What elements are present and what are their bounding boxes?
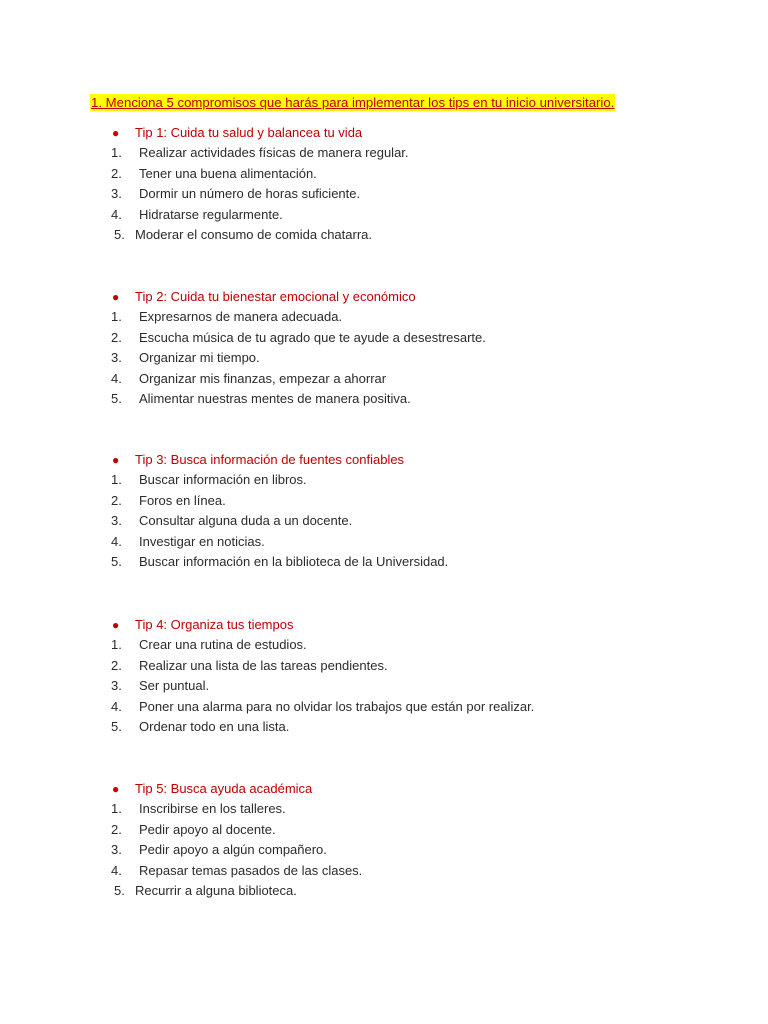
bullet-icon: ● (112, 290, 120, 304)
list-item (0, 328, 768, 349)
item-number: 4. (111, 370, 122, 386)
list-item (0, 656, 768, 677)
item-text: Recurrir a alguna biblioteca. (135, 883, 297, 899)
item-text: Ordenar todo en una lista. (139, 719, 290, 735)
list-item (0, 389, 768, 410)
list-item (0, 717, 768, 738)
item-number: 3. (111, 842, 122, 858)
tip-title-row (0, 450, 768, 470)
list-item (0, 552, 768, 573)
list-item (0, 840, 768, 861)
item-text: Buscar información en libros. (139, 472, 307, 487)
tip-section-4 (0, 615, 768, 738)
tip-title: Tip 2: Cuida tu bienestar emocional y económico (135, 289, 416, 304)
list-item (0, 225, 768, 246)
item-text: Inscribirse en los talleres. (139, 801, 286, 816)
item-number: 4. (111, 862, 122, 878)
list-item (0, 820, 768, 841)
item-text: Consultar alguna duda a un docente. (139, 513, 353, 529)
list-item (0, 307, 768, 328)
item-text: Crear una rutina de estudios. (139, 637, 307, 652)
item-number: 1. (111, 145, 122, 160)
tip-section-3 (0, 450, 768, 573)
item-text: Foros en línea. (139, 492, 226, 508)
commitment-list (0, 470, 768, 573)
item-number: 4. (111, 533, 122, 549)
item-number: 1. (111, 472, 122, 487)
item-text: Expresarnos de manera adecuada. (139, 309, 343, 324)
tip-title-row (0, 779, 768, 799)
item-number: 5. (111, 719, 122, 735)
item-text: Pedir apoyo a algún compañero. (139, 842, 327, 858)
list-item (0, 511, 768, 532)
item-text: Poner una alarma para no olvidar los trabajos que están por realizar. (139, 698, 535, 714)
list-item (0, 143, 768, 164)
list-item (0, 491, 768, 512)
item-number: 5. (114, 883, 125, 899)
list-item (0, 881, 768, 902)
item-text: Realizar actividades físicas de manera regular. (139, 145, 409, 160)
item-number: 5. (111, 554, 122, 570)
tip-title-row (0, 123, 768, 143)
item-text: Pedir apoyo al docente. (139, 821, 276, 837)
item-number: 2. (111, 165, 122, 181)
item-number: 4. (111, 698, 122, 714)
item-number: 3. (111, 513, 122, 529)
item-text: Alimentar nuestras mentes de manera positiva. (139, 391, 411, 407)
item-number: 2. (111, 657, 122, 673)
list-item (0, 532, 768, 553)
tip-section-5 (0, 779, 768, 902)
item-number: 2. (111, 492, 122, 508)
item-number: 3. (111, 350, 122, 366)
tip-section-2 (0, 287, 768, 410)
commitment-list (0, 307, 768, 410)
item-number: 1. (111, 309, 122, 324)
commitment-list (0, 143, 768, 246)
item-number: 2. (111, 821, 122, 837)
list-item (0, 470, 768, 491)
item-text: Hidratarse regularmente. (139, 206, 283, 222)
question-heading: 1. Menciona 5 compromisos que harás para implementar los tips en tu inicio universitario. (91, 95, 615, 110)
tip-title: Tip 3: Busca información de fuentes confiables (135, 452, 405, 467)
item-number: 3. (111, 186, 122, 202)
item-text: Investigar en noticias. (139, 533, 265, 549)
item-text: Buscar información en la biblioteca de la Universidad. (139, 554, 449, 570)
bullet-icon: ● (112, 618, 120, 632)
list-item (0, 635, 768, 656)
item-text: Moderar el consumo de comida chatarra. (135, 227, 373, 243)
list-item (0, 676, 768, 697)
item-text: Repasar temas pasados de las clases. (139, 862, 363, 878)
bullet-icon: ● (112, 126, 120, 140)
item-number: 5. (114, 227, 125, 243)
tip-title: Tip 1: Cuida tu salud y balancea tu vida (135, 125, 363, 140)
item-number: 1. (111, 637, 122, 652)
bullet-icon: ● (112, 782, 120, 796)
item-text: Escucha música de tu agrado que te ayude a desestresarte. (139, 329, 486, 345)
list-item (0, 348, 768, 369)
item-number: 5. (111, 391, 122, 407)
item-text: Dormir un número de horas suficiente. (139, 186, 361, 202)
commitment-list (0, 635, 768, 738)
item-text: Organizar mis finanzas, empezar a ahorrar (139, 370, 387, 386)
item-number: 3. (111, 678, 122, 694)
list-item (0, 184, 768, 205)
item-text: Tener una buena alimentación. (139, 165, 317, 181)
tip-title: Tip 5: Busca ayuda académica (135, 781, 313, 796)
item-number: 4. (111, 206, 122, 222)
item-text: Ser puntual. (139, 678, 210, 694)
list-item (0, 164, 768, 185)
bullet-icon: ● (112, 453, 120, 467)
list-item (0, 799, 768, 820)
item-number: 2. (111, 329, 122, 345)
list-item (0, 369, 768, 390)
list-item (0, 861, 768, 882)
item-text: Organizar mi tiempo. (139, 350, 260, 366)
tip-title-row (0, 615, 768, 635)
item-number: 1. (111, 801, 122, 816)
item-text: Realizar una lista de las tareas pendientes. (139, 657, 388, 673)
tip-section-1 (0, 123, 768, 246)
list-item (0, 205, 768, 226)
tip-title: Tip 4: Organiza tus tiempos (135, 617, 294, 632)
list-item (0, 697, 768, 718)
commitment-list (0, 799, 768, 902)
tip-title-row (0, 287, 768, 307)
